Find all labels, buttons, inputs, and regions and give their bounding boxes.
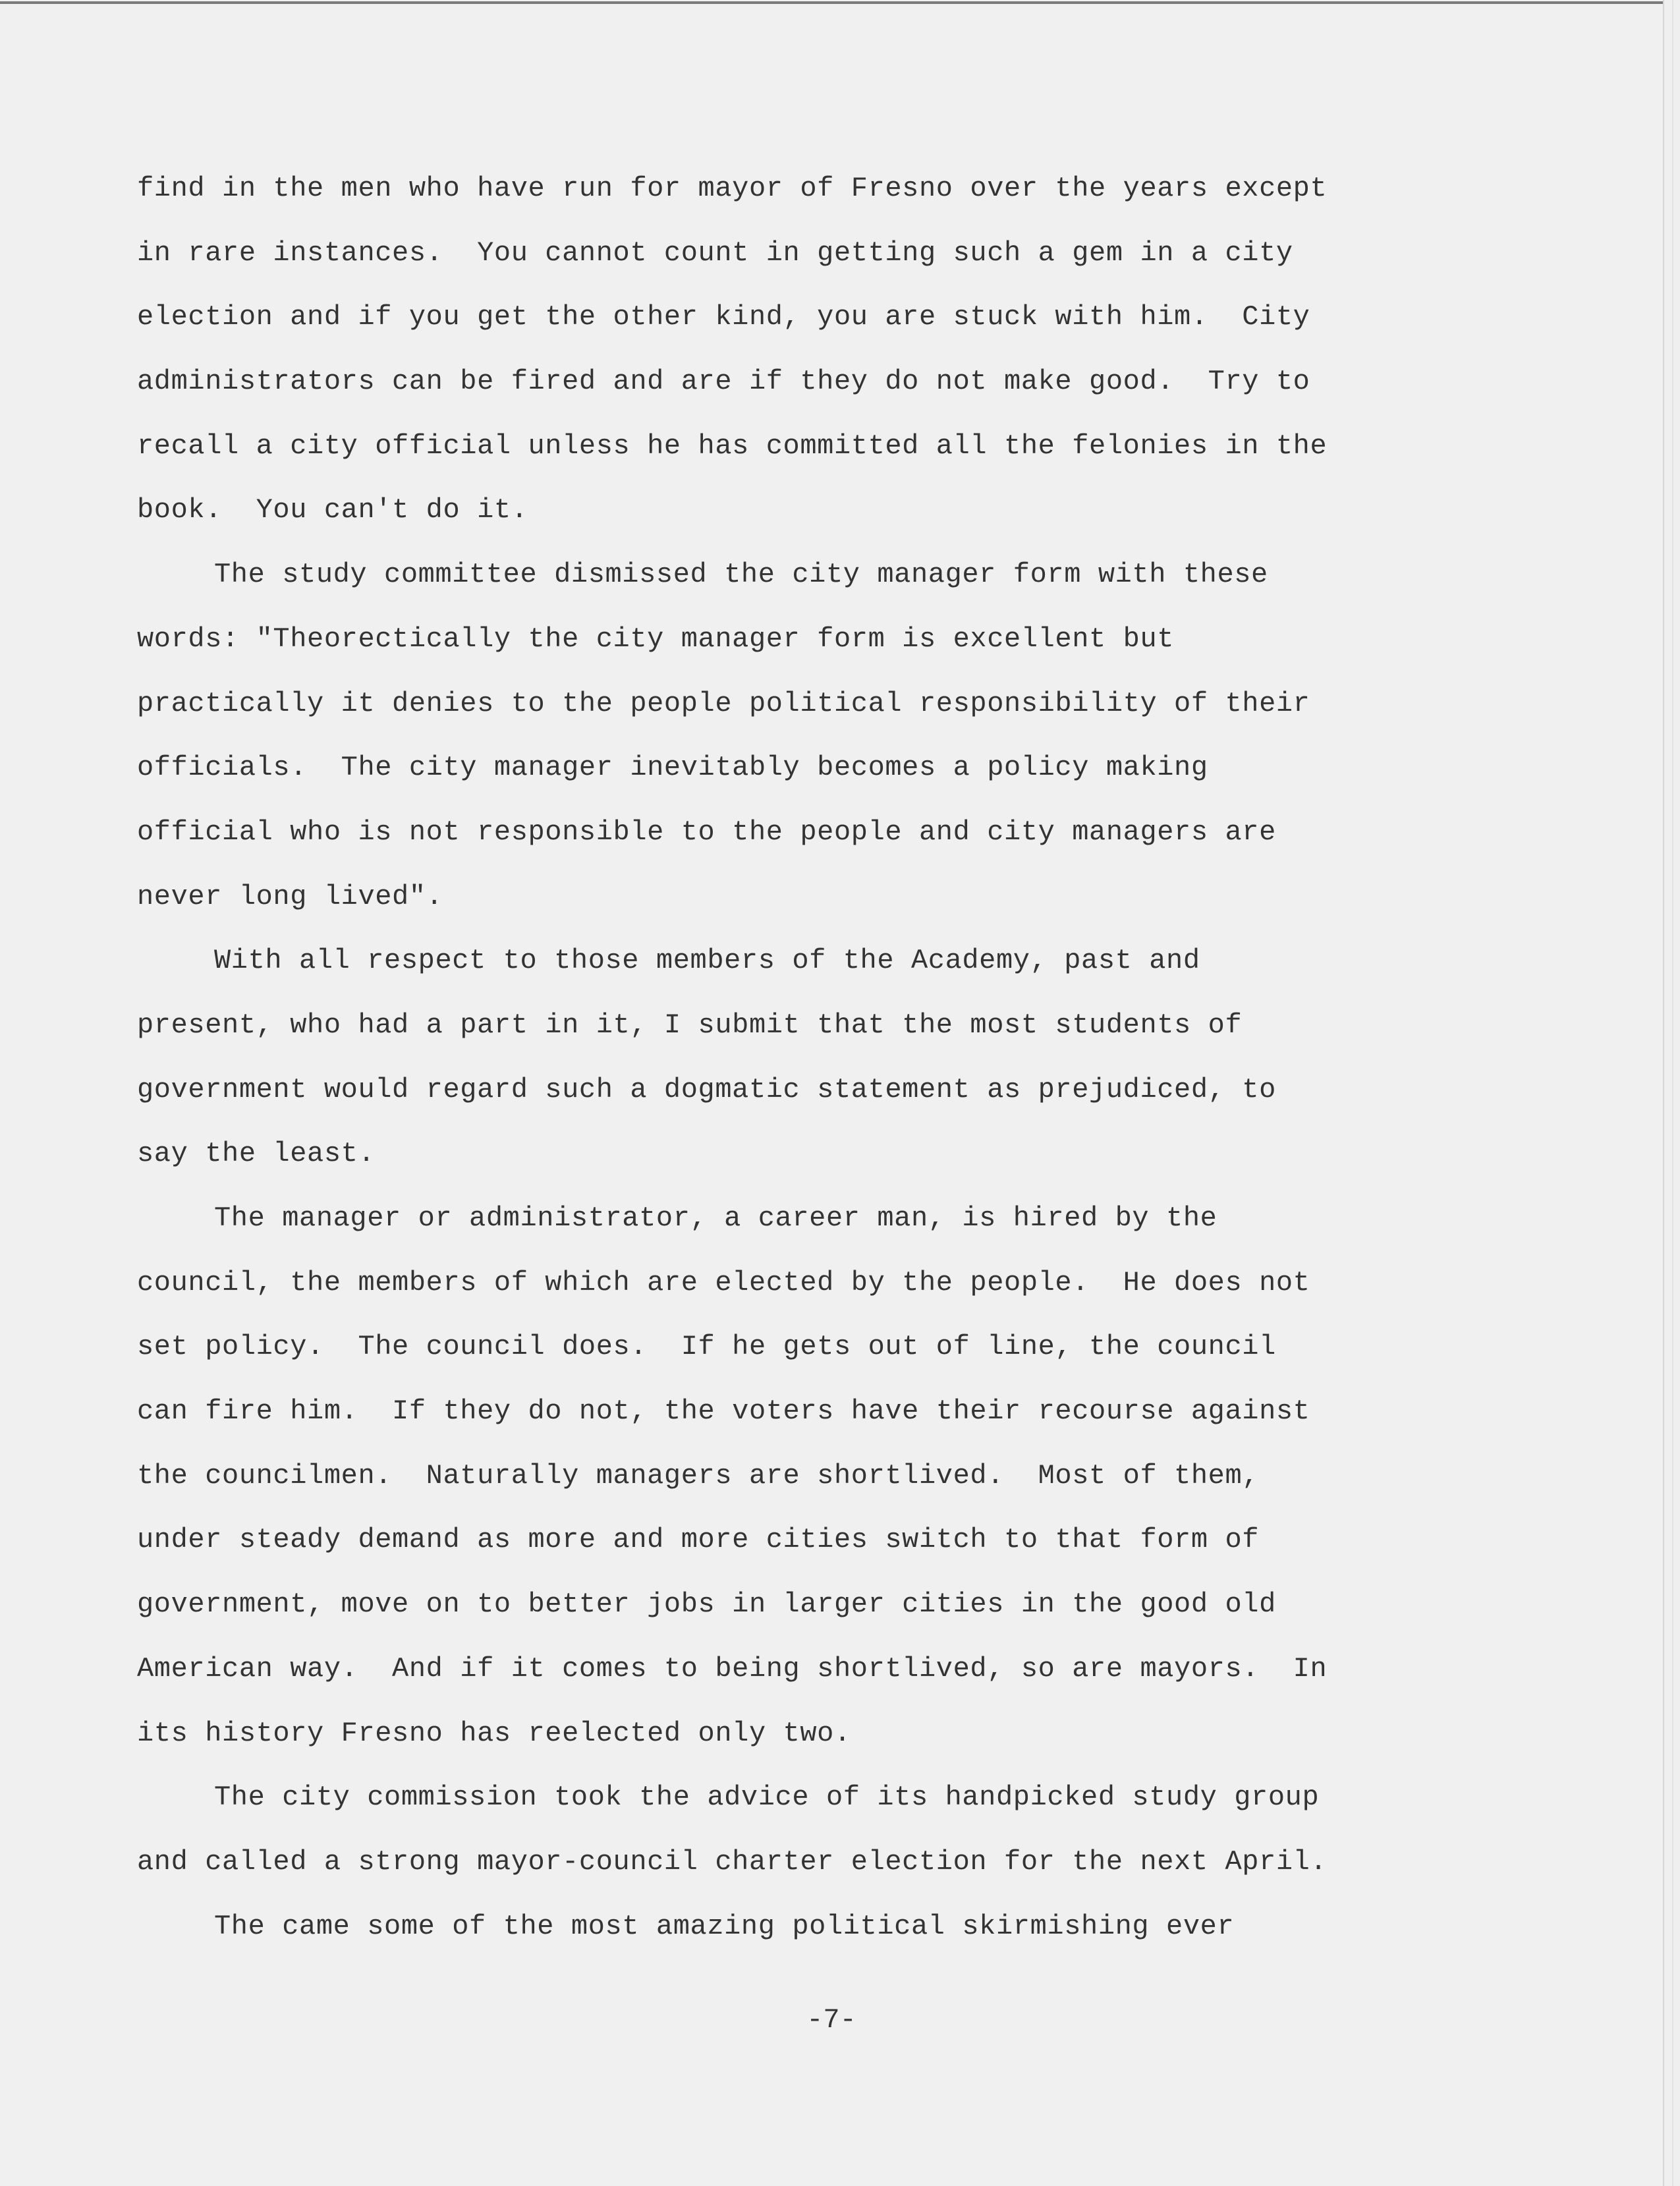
body-text xyxy=(137,169,1547,1971)
text-line: The study committee dismissed the city manager form with these xyxy=(214,559,1268,591)
text-line: set policy. The council does. If he gets out of line, the council xyxy=(137,1331,1276,1363)
text-line: and called a strong mayor-council charter election for the next April. xyxy=(137,1845,1328,1878)
text-line: under steady demand as more and more cities switch to that form of xyxy=(137,1524,1260,1556)
page-number: -7- xyxy=(806,2004,856,2036)
paragraph xyxy=(137,169,1547,555)
page-top-rule xyxy=(0,1,1663,4)
text-line: in rare instances. You cannot count in getting such a gem in a city xyxy=(137,237,1293,269)
text-line: can fire him. If they do not, the voters have their recourse against xyxy=(137,1395,1310,1428)
text-line: find in the men who have run for mayor of Fresno over the years except xyxy=(137,173,1328,204)
text-line: official who is not responsible to the people and city managers are xyxy=(137,816,1276,848)
text-line: The city commission took the advice of its handpicked study group xyxy=(214,1781,1320,1814)
paragraph xyxy=(137,1198,1547,1778)
text-line: American way. And if it comes to being shortlived, so are mayors. In xyxy=(137,1652,1328,1685)
text-line: practically it denies to the people political responsibility of their xyxy=(137,687,1310,719)
text-line: the councilmen. Naturally managers are shortlived. Most of them, xyxy=(137,1459,1260,1492)
text-line: never long lived". xyxy=(137,880,443,912)
text-line: election and if you get the other kind, you are stuck with him. City xyxy=(137,301,1310,333)
paragraph xyxy=(137,555,1547,941)
text-line: With all respect to those members of the Academy, past and xyxy=(214,945,1200,977)
text-line: words: "Theorectically the city manager form is excellent but xyxy=(137,623,1175,655)
text-line: book. You can't do it. xyxy=(137,494,528,526)
text-line: officials. The city manager inevitably becomes a policy making xyxy=(137,752,1208,784)
text-line: its history Fresno has reelected only two. xyxy=(137,1717,851,1749)
text-line: administrators can be fired and are if they do not make good. Try to xyxy=(137,366,1310,398)
text-line: government would regard such a dogmatic statement as prejudiced, to xyxy=(137,1073,1276,1106)
text-line: recall a city official unless he has committed all the felonies in the xyxy=(137,430,1328,462)
page-edge xyxy=(1672,0,1673,2186)
text-line: say the least. xyxy=(137,1138,376,1170)
paragraph xyxy=(137,1907,1547,1971)
text-line: council, the members of which are elected by the people. He does not xyxy=(137,1266,1310,1299)
text-line: government, move on to better jobs in larger cities in the good old xyxy=(137,1588,1276,1621)
paragraph xyxy=(137,1778,1547,1906)
text-line: The came some of the most amazing political skirmishing ever xyxy=(214,1910,1235,1942)
text-line: The manager or administrator, a career man, is hired by the xyxy=(214,1202,1218,1234)
paragraph xyxy=(137,941,1547,1198)
text-line: present, who had a part in it, I submit that the most students of xyxy=(137,1009,1243,1041)
